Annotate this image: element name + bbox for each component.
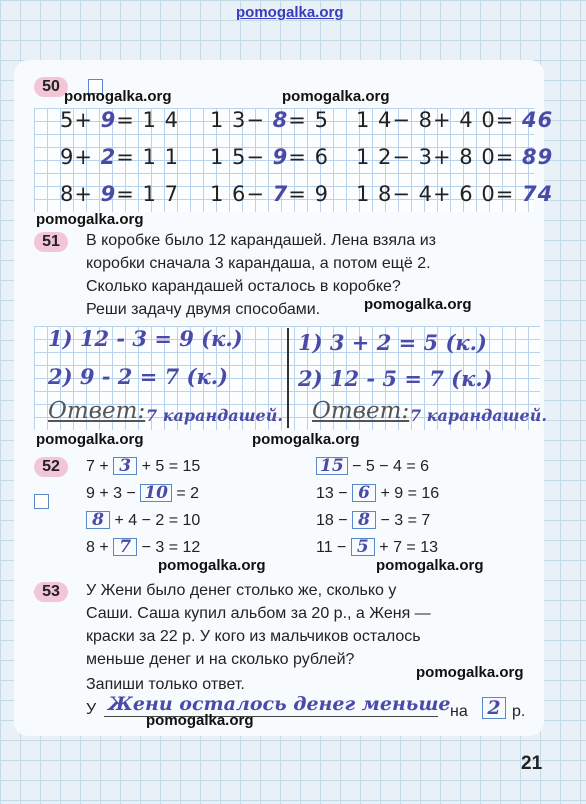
solution-left-step1: 1) 12 - 3 = 9 (к.) [48,326,243,351]
answer-label: Ответ: [312,398,410,424]
checkbox-square-icon [34,494,49,509]
watermark: pomogalka.org [282,88,390,105]
solution-divider [287,328,289,428]
solution-left-step2: 2) 9 - 2 = 7 (к.) [48,364,228,389]
ex50-expression: 5+ 9= 1 4 [60,108,179,132]
page-number: 21 [521,753,543,774]
watermark: pomogalka.org [252,431,360,448]
solution-right-step2: 2) 12 - 5 = 7 (к.) [298,366,493,391]
problem-text: Реши задачу двумя способами. [86,301,321,318]
answer-suffix: р. [512,703,526,720]
watermark: pomogalka.org [376,557,484,574]
problem-text: У Жени было денег столько же, сколько у [86,582,397,599]
answer-amount-box: 2 [482,697,506,719]
exercise-number-50: 50 [34,77,68,97]
answer-right: 7 карандашей. [410,406,547,425]
equation: 18 − 8 − 3 = 7 [316,510,431,530]
answer-label: Ответ: [48,398,146,424]
ex50-expression: 1 5− 9= 6 [210,145,329,169]
ex50-expression: 8+ 9= 1 7 [60,182,179,206]
ex50-expression: 1 4− 8+ 4 0= 46 [356,108,554,132]
watermark: pomogalka.org [36,211,144,228]
equation: 13 − 6 + 9 = 16 [316,483,440,503]
ex50-expression: 9+ 2= 1 1 [60,145,179,169]
exercise-number-51: 51 [34,232,68,252]
watermark: pomogalka.org [36,431,144,448]
problem-text: краски за 22 р. У кого из мальчиков осталось [86,628,421,645]
equation: 8 + 4 − 2 = 10 [86,511,200,530]
ex50-expression: 1 3− 8= 5 [210,108,329,132]
equation: 15 − 5 − 4 = 6 [316,457,429,476]
ex50-expression: 1 2− 3+ 8 0= 89 [356,145,554,169]
problem-text: Сколько карандашей осталось в коробке? [86,278,401,295]
watermark-top: pomogalka.org [236,4,344,21]
problem-text: меньше денег и на сколько рублей? [86,651,355,668]
watermark: pomogalka.org [416,664,524,681]
problem-text: Саши. Саша купил альбом за 20 р., а Женя — [86,605,431,622]
watermark: pomogalka.org [64,88,172,105]
answer-mid: на [450,703,468,720]
exercise-number-52: 52 [34,457,68,477]
equation: 8 + 7 − 3 = 12 [86,537,201,557]
equation: 7 + 3 + 5 = 15 [86,456,201,476]
ex50-expression: 1 6− 7= 9 [210,182,329,206]
equation: 9 + 3 − 10 = 2 [86,483,200,503]
exercise-number-53: 53 [34,582,68,602]
problem-text: коробки сначала 3 карандаша, а потом ещё 2. [86,255,431,272]
answer-left: 7 карандашей. [146,406,283,425]
problem-text: В коробке было 12 карандашей. Лена взяла из [86,232,436,249]
watermark: pomogalka.org [146,712,254,729]
answer-prefix: У [86,701,97,718]
watermark: pomogalka.org [364,296,472,313]
problem-instruction: Запиши только ответ. [86,676,245,693]
ex50-expression: 1 8− 4+ 6 0= 74 [356,182,554,206]
answer-text: Жени осталось денег меньше [108,693,451,715]
watermark: pomogalka.org [158,557,266,574]
solution-right-step1: 1) 3 + 2 = 5 (к.) [298,330,487,355]
equation: 11 − 5 + 7 = 13 [316,537,439,557]
